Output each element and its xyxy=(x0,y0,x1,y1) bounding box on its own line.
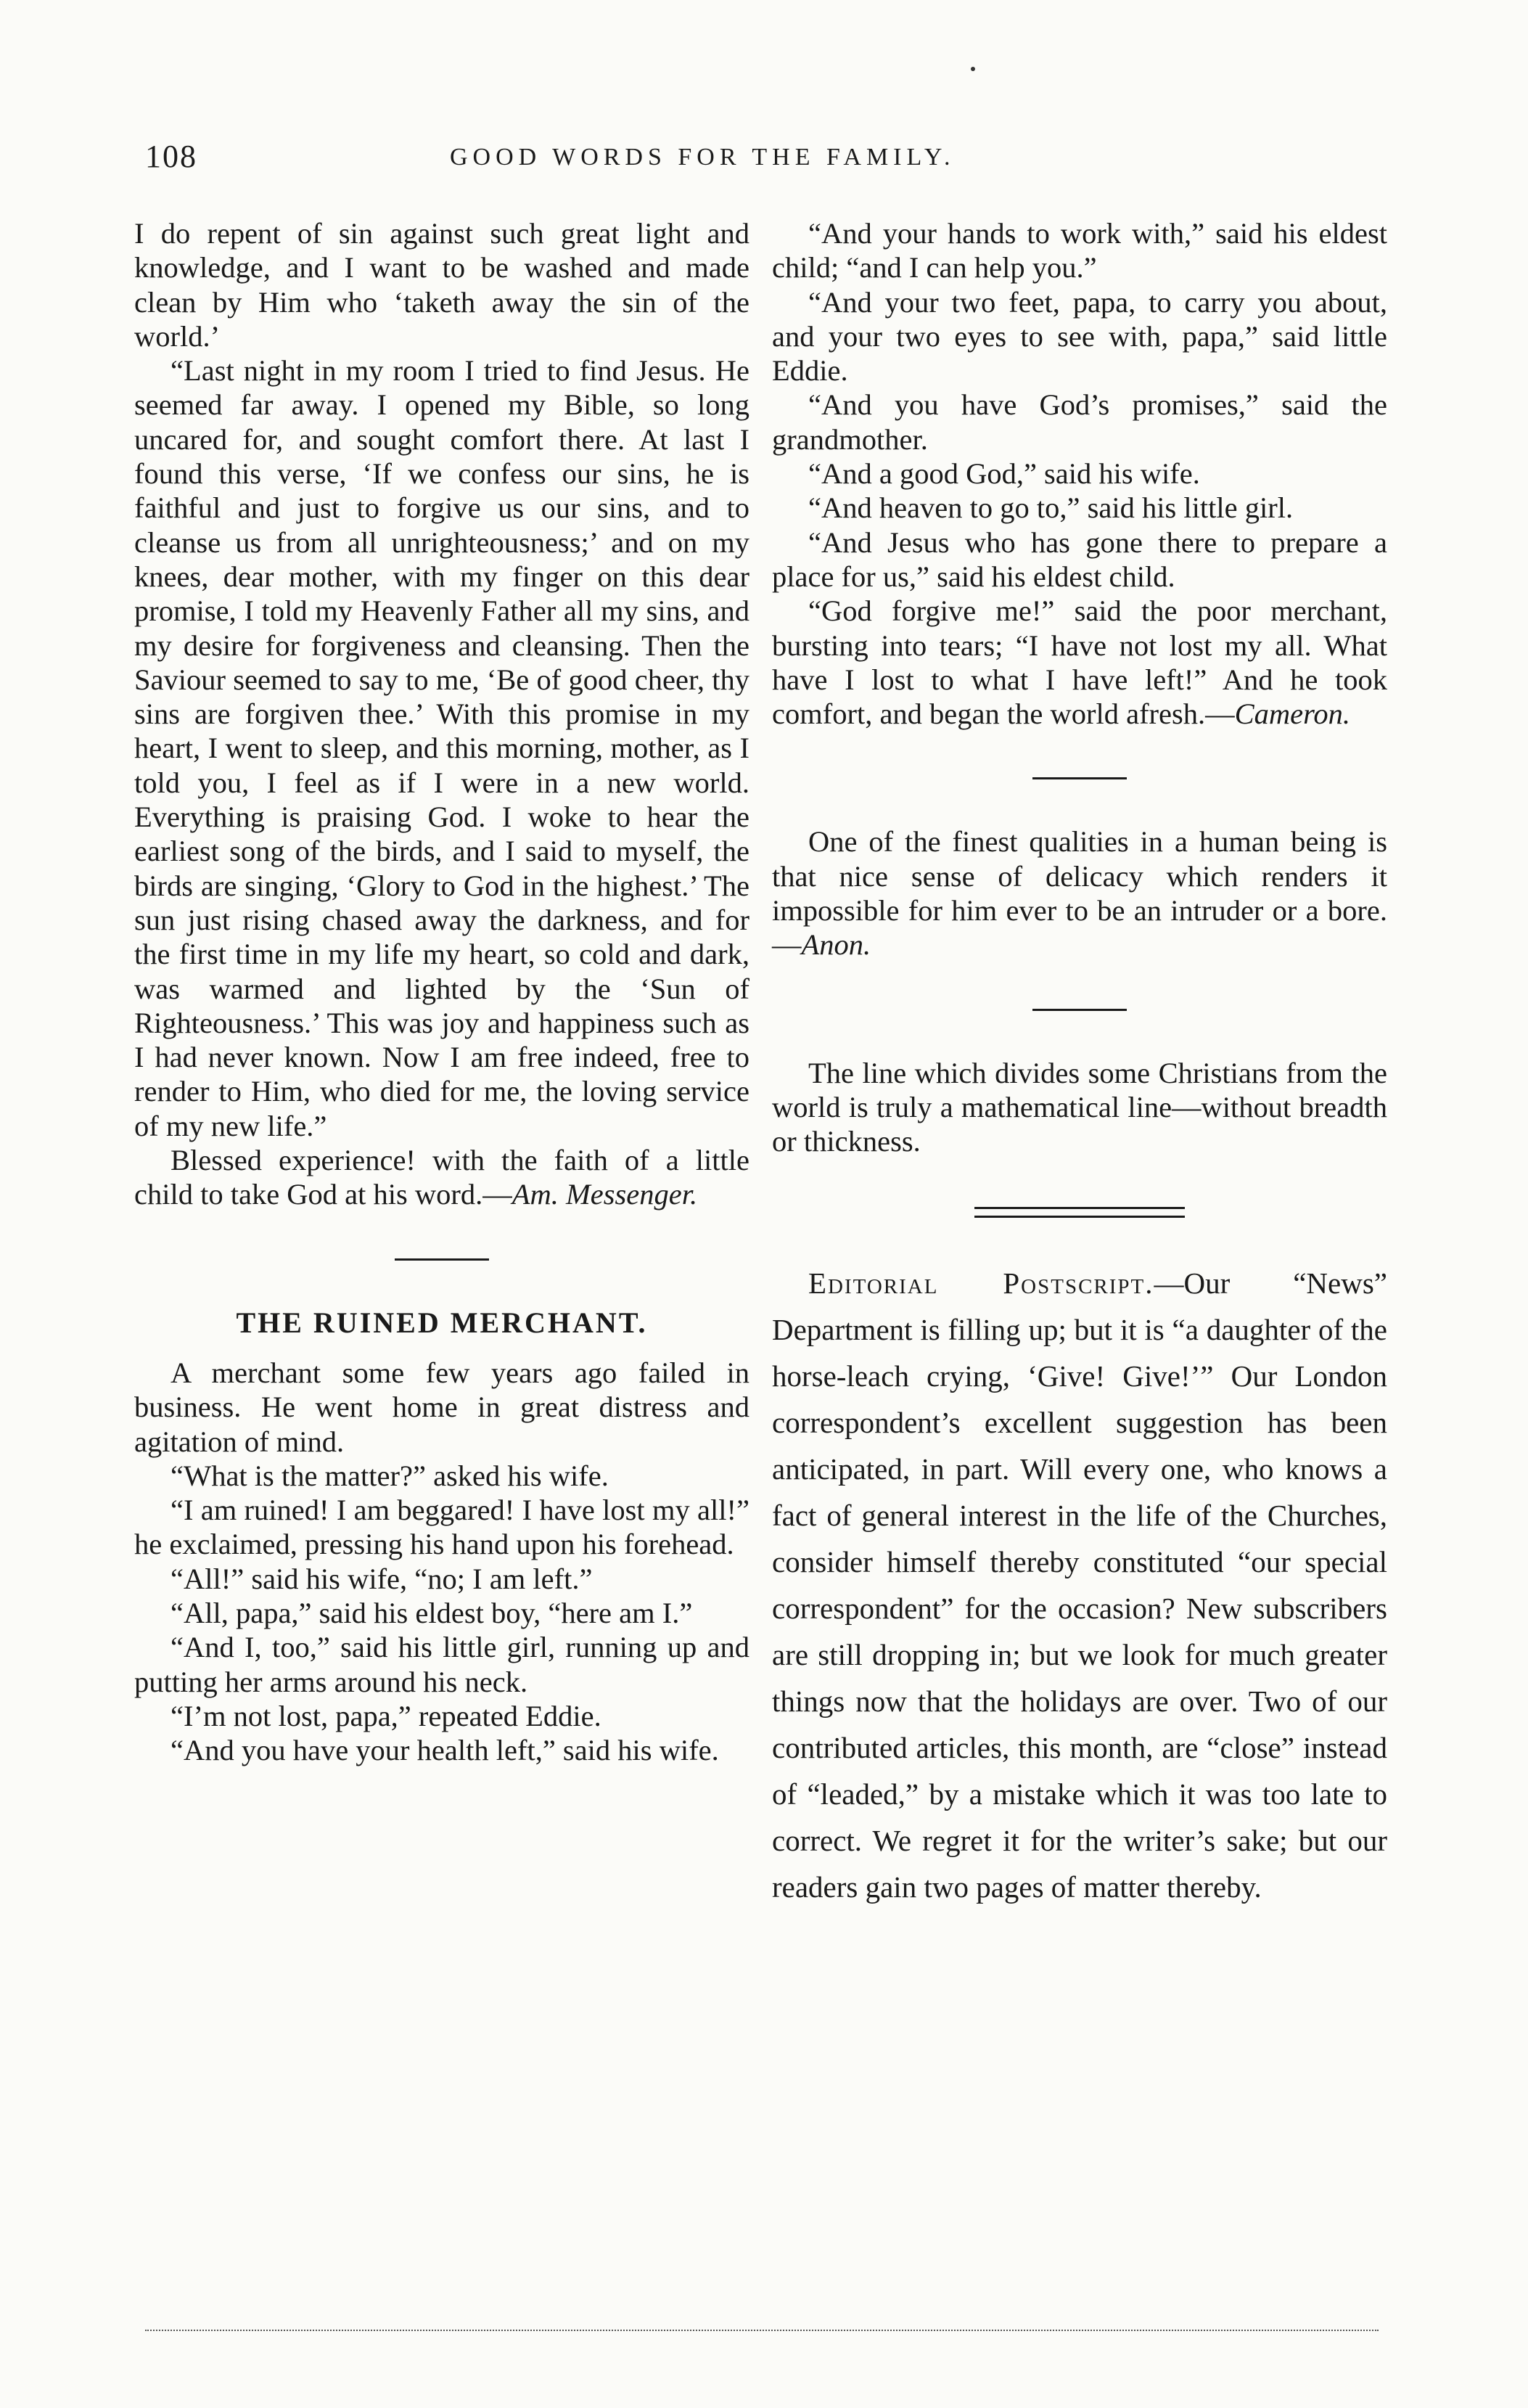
paragraph xyxy=(772,594,1387,731)
paragraph: “I’m not lost, papa,” repeated Eddie. xyxy=(171,1699,601,1732)
postscript-label: Editorial Postscript. xyxy=(808,1266,1154,1300)
attribution: Am. Messenger. xyxy=(512,1178,698,1211)
left-column xyxy=(134,216,749,1767)
paragraph: “And Jesus who has gone there to prepare a place for us,” said his eldest child. xyxy=(772,525,1387,593)
paragraph: “And I, too,” said his little girl, running up and putting her arms around his neck. xyxy=(134,1631,749,1698)
paragraph: “And heaven to go to,” said his little girl. xyxy=(808,491,1294,525)
quote-paragraph xyxy=(772,824,1387,962)
double-divider xyxy=(974,1207,1185,1218)
section-divider xyxy=(395,1258,489,1261)
postscript-text: —Our “News” Department is filling up; but it is “a daughter of the horse-leach crying, ‘Give! Give!’” Our London correspondent’s excellent suggestion has been anticipated, in part. Will every one, who knows a fact of general interest in the life of the Churches, consider himself thereby constituted “our special correspondent” for the occasion? New subscribers are still dropping in; but we look for much greater things now that the holidays are over. Two of our contributed articles, this month, are “close” instead of “leaded,” by a mistake which it was too late to correct. We regret it for the writer’s sake; but our readers gain two pages of matter thereby. xyxy=(772,1266,1387,1904)
paragraph: “What is the matter?” asked his wife. xyxy=(171,1459,609,1492)
section-divider xyxy=(1032,777,1127,779)
quote-paragraph: The line which divides some Christians from the world is truly a mathematical line—without breadth or thickness. xyxy=(772,1056,1387,1158)
paragraph: “And your two feet, papa, to carry you about, and your two eyes to see with, papa,” said little Eddie. xyxy=(772,285,1387,388)
right-column xyxy=(772,216,1387,1910)
section-title: THE RUINED MERCHANT. xyxy=(236,1306,648,1339)
running-title: GOOD WORDS FOR THE FAMILY. xyxy=(450,144,956,171)
paragraph: “And a good God,” said his wife. xyxy=(808,457,1200,491)
paragraph: “And your hands to work with,” said his eldest child; “and I can help you.” xyxy=(772,217,1387,284)
paragraph: I do repent of sin against such great light and knowledge, and I want to be washed and made clean by Him who ‘taketh away the sin of the world.’ xyxy=(134,217,749,353)
paragraph: “All, papa,” said his eldest boy, “here am I.” xyxy=(171,1596,693,1629)
paragraph-text: “God forgive me!” said the poor merchant, bursting into tears; “I have not lost my all. What have I lost to what I have left!” And he took comfort, and began the world afresh.— xyxy=(772,594,1387,731)
quote-text: One of the finest qualities in a human being is that nice sense of delicacy which renders it impossible for him ever to be an intruder or a bore.— xyxy=(772,825,1387,962)
print-speck xyxy=(971,67,975,71)
paragraph: “And you have your health left,” said his wife. xyxy=(171,1734,719,1767)
paragraph: “Last night in my room I tried to find Jesus. He seemed far away. I opened my Bible, so long uncared for, and sought comfort there. At last I found this verse, ‘If we confess our sins, he is faithful and just to forgive us our sins, and to cleanse us from all unrighteousness;’ and on my knees, dear mother, with my finger on this dear promise, I told my Heavenly Father all my sins, and my desire for forgiveness and cleansing. Then the Saviour seemed to say to me, ‘Be of good cheer, thy sins are forgiven thee.’ With this promise in my heart, I went to sleep, and this morning, mother, as I told you, I feel as if I were in a new world. Everything is praising God. I woke to hear the earliest song of the birds, and I said to myself, the birds are singing, ‘Glory to God in the highest.’ The sun just rising chased away the darkness, and for the first time in my life my heart, so cold and dark, was warmed and lighted by the ‘Sun of Righteousness.’ This was joy and happiness such as I had never known. Now I am free indeed, free to render to Him, who died for me, the loving service of my new life.” xyxy=(134,354,749,1142)
paragraph: A merchant some few years ago failed in business. He went home in great distress and agitation of mind. xyxy=(134,1356,749,1458)
page-header xyxy=(138,138,1379,181)
attribution: Anon. xyxy=(801,928,871,962)
paragraph-text: Blessed experience! with the faith of a little child to take God at his word.— xyxy=(134,1144,749,1211)
section-divider xyxy=(1032,1009,1127,1011)
attribution: Cameron. xyxy=(1234,697,1351,731)
editorial-postscript xyxy=(772,1260,1387,1910)
paragraph: “And you have God’s promises,” said the grandmother. xyxy=(772,388,1387,456)
page-number: 108 xyxy=(145,139,197,174)
footer-rule xyxy=(145,2330,1379,2334)
paragraph: “I am ruined! I am beggared! I have lost my all!” he exclaimed, pressing his hand upon his forehead. xyxy=(134,1494,749,1561)
paragraph: “All!” said his wife, “no; I am left.” xyxy=(171,1562,593,1595)
paragraph xyxy=(134,1143,749,1212)
